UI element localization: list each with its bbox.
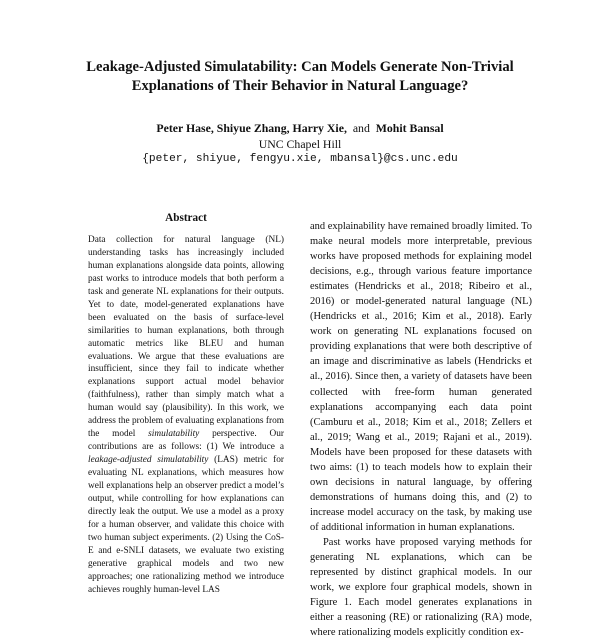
affiliation: UNC Chapel Hill <box>258 136 342 151</box>
abstract-text-part-1: Data collection for natural language (NL) understanding tasks has increasingly included human explanations alongside data points, allowing past works to introduce models that both perform a task and generate NL explanations for their outputs. Yet to date, model-generated explanations have been evaluated on the basis of surface-level similarities to human explanations, both through automatic metrics like BLEU and human evaluations. We argue that these evaluations are insufficient, since they fail to indicate whether explanations support actual model behavior (faithfulness), rather than simply match what a human would say (plausibility). In this work, we address the problem of evaluating explanations from the model <box>88 234 284 440</box>
abstract-text-part-3: (LAS) metric for evaluating NL explanations, which measures how well explanations help an observer predict a model’s output, while controlling for how explanations can directly leak the output. We use a model as a proxy for a human observer, and validate this choice with two human subject experiments. (2) Using the CoS-E and e-SNLI datasets, we evaluate two existing generative graphical models and two new approaches; one rationalizing method we introduce achieves roughly human-level LAS <box>88 455 284 595</box>
body-paragraph-1: and explainability have remained broadly limited. To make neural models more interpretable, previous works have proposed methods for explaining model decisions, e.g., through various feature importance estimates (Hendricks et al., 2018; Ribeiro et al., 2016) or model-generated natural language (NL) (Hendricks et al., 2016; Kim et al., 2018). Early work on generating NL explanations focused on providing explanations that were both descriptive of an image and discriminative as labels (Hendricks et al., 2016). Since then, a variety of datasets have been collected with free-form human generated explanations accompanying each data point (Camburu et al., 2018; Kim et al., 2018; Zellers et al., 2019; Wang et al., 2019; Rajani et al., 2019). Models have been proposed for these datasets with two aims: (1) to teach models how to explain their own decisions in natural language, by offering demonstrations of humans doing this, and (2) to increase model accuracy on the task, by making use of additional information in human explanations. <box>310 221 532 533</box>
author-names <box>40 121 560 137</box>
abstract-text <box>88 234 284 597</box>
title-line-1: Leakage-Adjusted Simulatability: Can Models Generate Non-Trivial <box>86 59 514 75</box>
abstract-emphasis-simulatability: simulatability <box>148 429 200 440</box>
author-emails: {peter, shiyue, fengyu.xie, mbansal}@cs.unc.edu <box>142 153 458 165</box>
abstract-emphasis-las: leakage-adjusted simulatability <box>88 455 209 466</box>
body-column <box>310 219 532 640</box>
author-block <box>40 121 560 168</box>
abstract-column <box>88 212 284 597</box>
author-1: Peter Hase, <box>156 121 214 135</box>
author-2: Shiyue Zhang, <box>216 121 290 135</box>
abstract-text-part-2: perspective. Our contributions are as follows: (1) We introduce a <box>88 429 284 453</box>
abstract-heading: Abstract <box>165 212 207 224</box>
author-conjunction: and <box>352 121 370 135</box>
body-paragraph-2: Past works have proposed varying methods for generating NL explanations, which can be represented by distinct graphical models. In our work, we explore four graphical models, shown in Figure 1. Each model generates explanations in either a reasoning (RE) or rationalizing (RA) mode, where rationalizing models explicitly condition ex- <box>310 536 532 639</box>
author-4: Mohit Bansal <box>375 121 444 135</box>
title-line-2: Explanations of Their Behavior in Natural Language? <box>131 78 469 94</box>
author-3: Harry Xie, <box>292 121 347 135</box>
paper-title <box>40 58 560 96</box>
